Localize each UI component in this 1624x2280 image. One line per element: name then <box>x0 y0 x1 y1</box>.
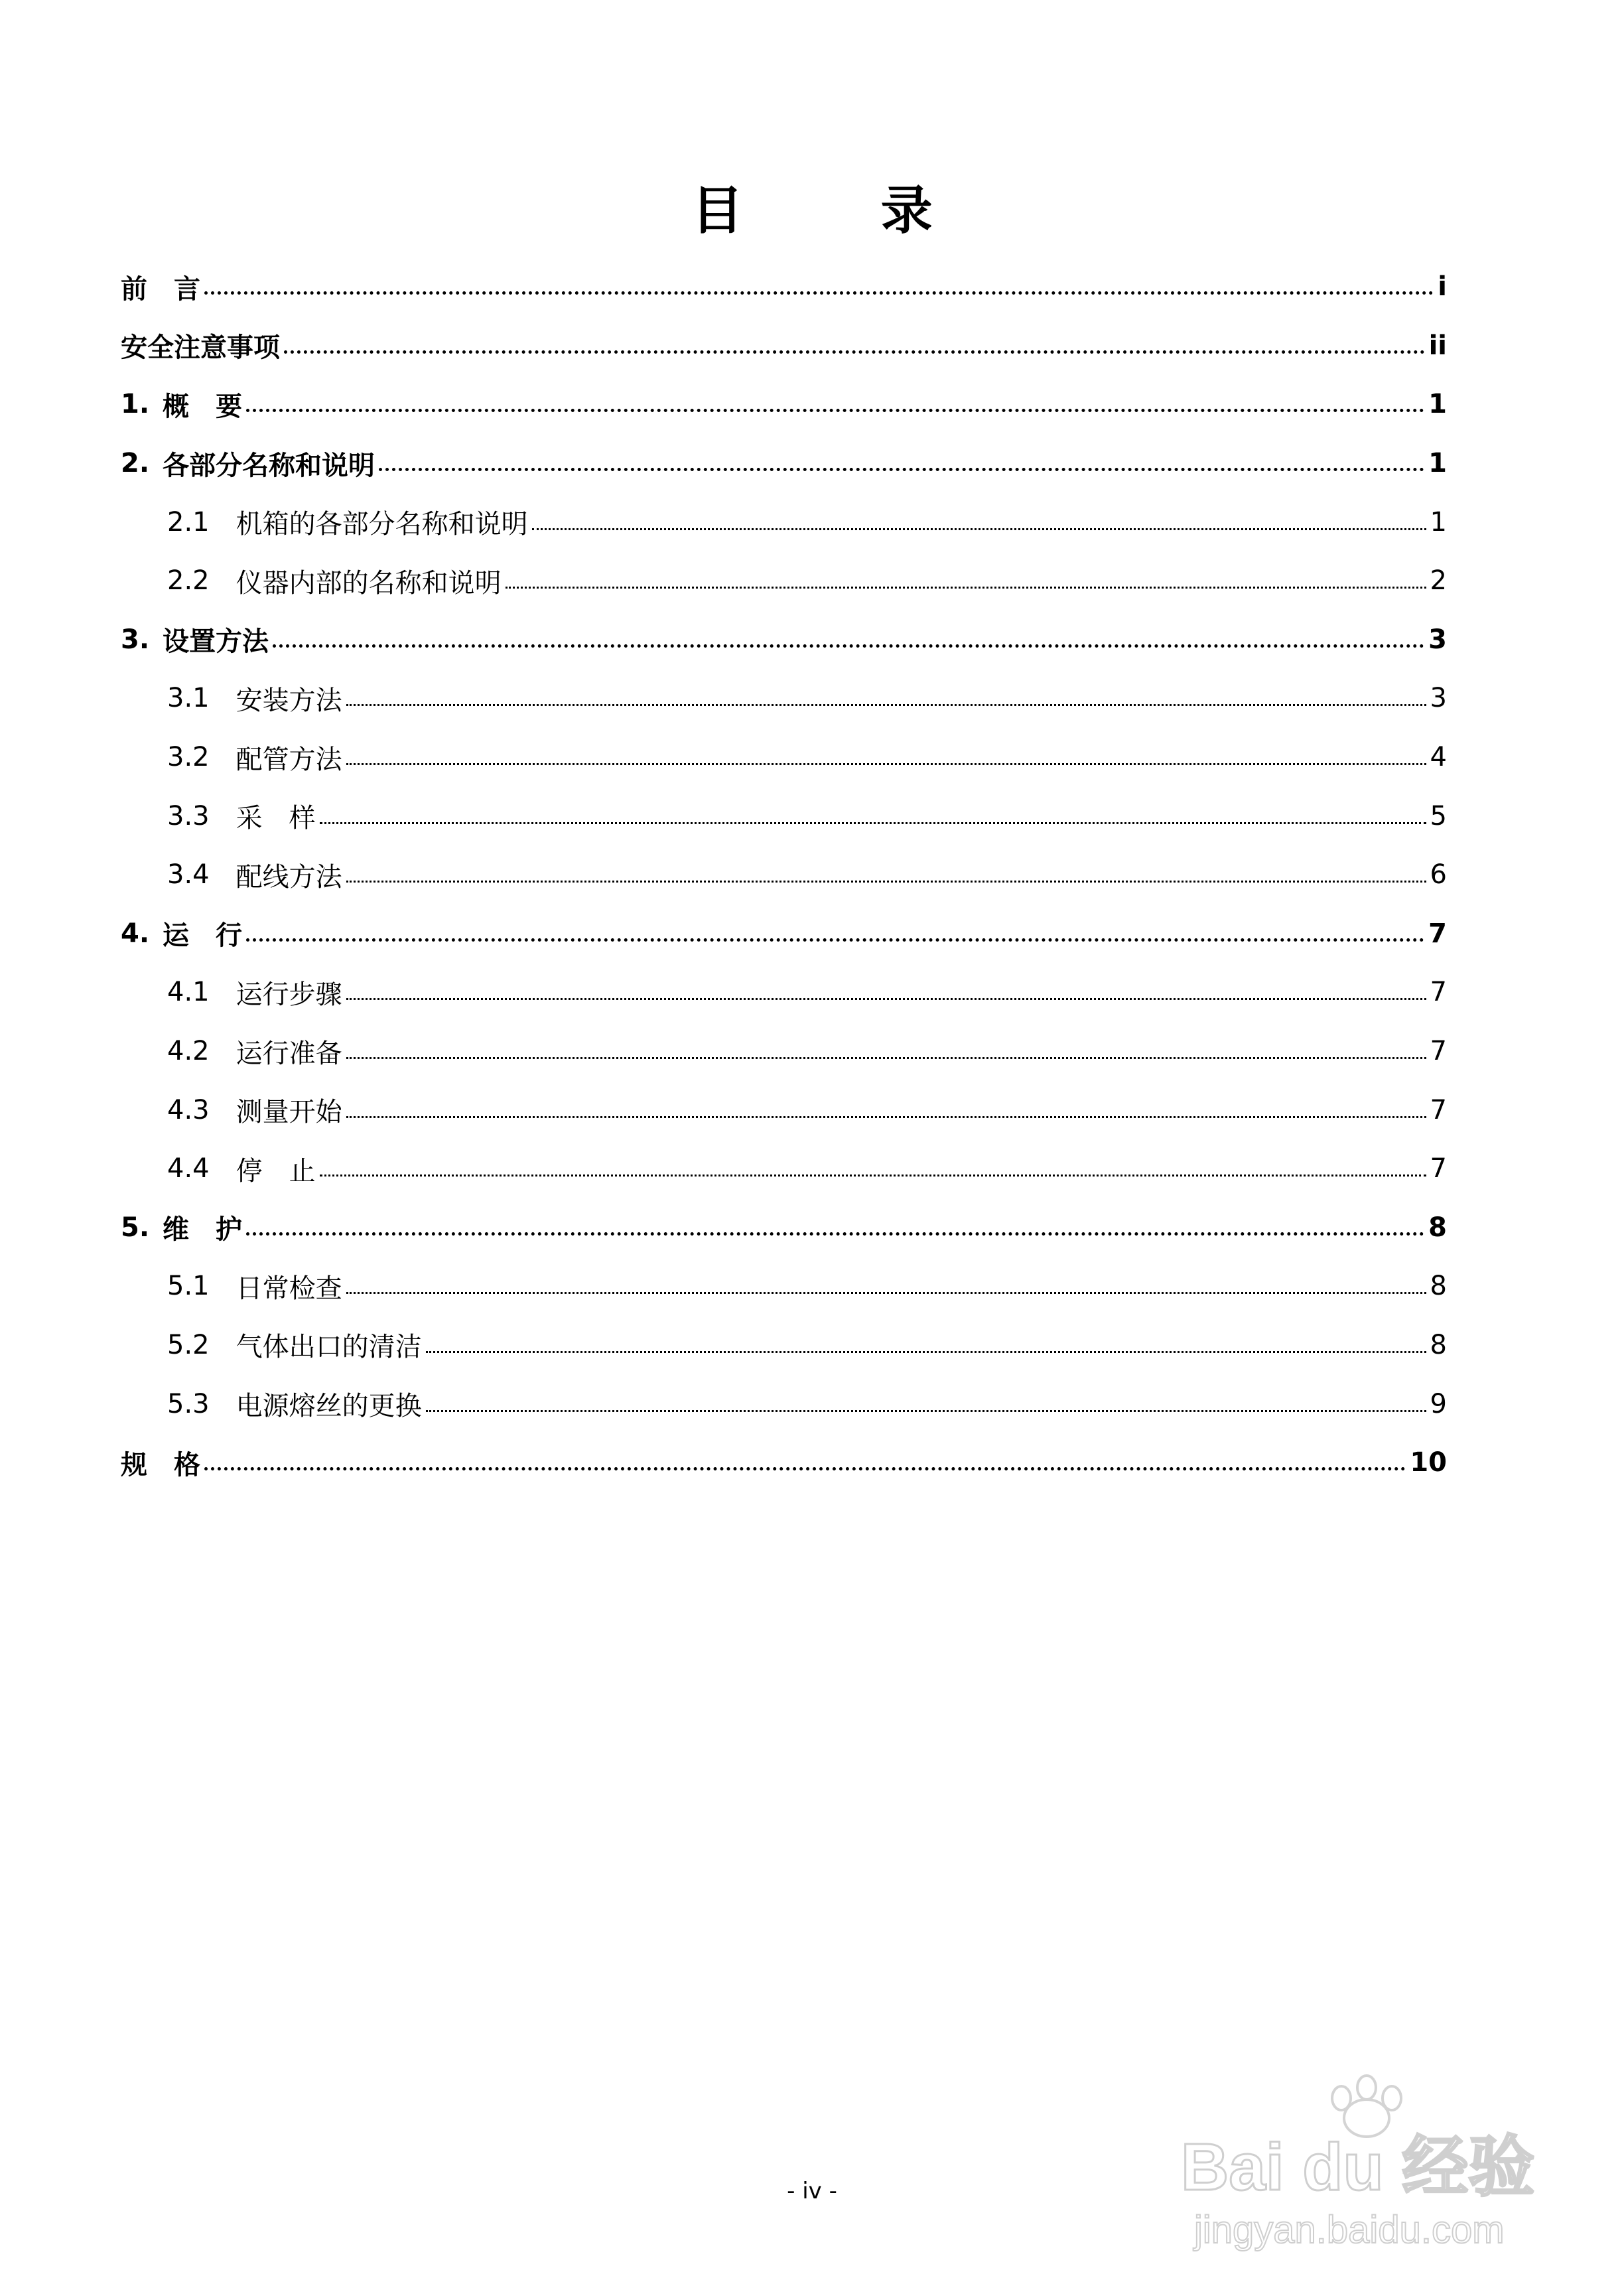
toc-entry-number: 4. <box>121 918 150 949</box>
toc-entry-label: 安装方法 <box>236 685 342 716</box>
toc-entry-label: 电源熔丝的更换 <box>236 1391 422 1422</box>
toc-entry-number: 4.3 <box>167 1094 210 1125</box>
toc-dot-leader <box>532 509 1426 535</box>
toc-entry[interactable] <box>121 375 1447 434</box>
toc-entry-number: 3.3 <box>167 800 210 831</box>
toc-dot-leader <box>273 626 1424 653</box>
toc-dot-leader <box>246 391 1424 417</box>
toc-entry-label: 概 要 <box>163 391 243 422</box>
toc-entry[interactable] <box>121 1198 1447 1257</box>
toc-entry-page: 5 <box>1430 800 1447 831</box>
toc-entry-number: 3.1 <box>167 683 210 714</box>
toc-entry[interactable] <box>121 786 1447 845</box>
toc-entry-page: 7 <box>1430 1153 1447 1184</box>
toc-dot-leader <box>204 273 1434 300</box>
toc-entry-page: 7 <box>1430 977 1447 1008</box>
toc-entry-label: 运行准备 <box>236 1038 342 1069</box>
toc-entry-page: 8 <box>1430 1329 1447 1360</box>
watermark-url: jingyan.baidu.com <box>1194 2208 1505 2251</box>
toc-entry-page: 8 <box>1430 1271 1447 1302</box>
toc-entry-label: 气体出口的清洁 <box>236 1332 422 1363</box>
toc-entry-page: 6 <box>1430 859 1447 891</box>
toc-entry-label: 各部分名称和说明 <box>163 450 375 481</box>
toc-entry-page: 8 <box>1428 1212 1447 1243</box>
toc-entry-number: 2.2 <box>167 565 210 597</box>
toc-dot-leader <box>506 567 1426 594</box>
toc-entry[interactable] <box>121 1257 1447 1316</box>
toc-entry-number: 1. <box>121 389 150 420</box>
toc-entry[interactable] <box>121 1433 1447 1492</box>
toc-entry-number: 5.3 <box>167 1388 210 1419</box>
toc-entry-number: 4.4 <box>167 1153 210 1184</box>
toc-entry-number: 2.1 <box>167 506 210 537</box>
toc-entry-label: 测量开始 <box>236 1097 342 1128</box>
toc-dot-leader <box>379 450 1424 476</box>
toc-entry[interactable] <box>121 610 1447 670</box>
toc-entry-number: 3. <box>121 624 150 655</box>
toc-entry-label: 机箱的各部分名称和说明 <box>236 509 528 540</box>
toc-entry-number: 5.2 <box>167 1329 210 1360</box>
page-title: 目 录 <box>691 181 992 241</box>
toc-entry-number: 5.1 <box>167 1271 210 1302</box>
toc-dot-leader <box>320 803 1426 829</box>
toc-entry-label: 规 格 <box>121 1449 200 1480</box>
toc-entry-label: 前 言 <box>121 273 200 305</box>
toc-entry-label: 设置方法 <box>163 626 269 658</box>
toc-entry-label: 日常检查 <box>236 1273 342 1304</box>
toc-entry-page: 10 <box>1410 1447 1447 1478</box>
toc-entry[interactable] <box>121 1374 1447 1433</box>
table-of-contents <box>121 257 1447 1492</box>
toc-entry[interactable] <box>121 1022 1447 1081</box>
toc-entry[interactable] <box>121 669 1447 728</box>
toc-entry[interactable] <box>121 551 1447 610</box>
toc-entry-number: 3.2 <box>167 742 210 773</box>
toc-entry-page: 1 <box>1430 506 1447 537</box>
toc-entry[interactable] <box>121 1139 1447 1198</box>
toc-entry[interactable] <box>121 904 1447 963</box>
toc-entry[interactable] <box>121 317 1447 376</box>
toc-entry-number: 4.2 <box>167 1036 210 1067</box>
toc-dot-leader <box>246 920 1424 947</box>
toc-entry-page: 1 <box>1428 448 1447 479</box>
toc-entry-number: 2. <box>121 448 150 479</box>
toc-entry[interactable] <box>121 434 1447 493</box>
toc-entry-label: 运 行 <box>163 920 243 952</box>
toc-dot-leader <box>346 979 1426 1005</box>
toc-dot-leader <box>346 1038 1426 1064</box>
toc-entry-page: 9 <box>1430 1388 1447 1419</box>
toc-entry-page: 7 <box>1428 918 1447 949</box>
toc-entry-label: 仪器内部的名称和说明 <box>236 567 502 599</box>
toc-entry[interactable] <box>121 1080 1447 1139</box>
toc-dot-leader <box>346 685 1426 711</box>
toc-entry-page: 2 <box>1430 565 1447 597</box>
toc-entry-page: 3 <box>1428 624 1447 655</box>
toc-entry-number: 4.1 <box>167 977 210 1008</box>
toc-entry[interactable] <box>121 257 1447 317</box>
toc-dot-leader <box>346 861 1426 888</box>
baidu-jingyan-watermark <box>1168 2057 1559 2256</box>
toc-dot-leader <box>426 1332 1426 1358</box>
toc-entry[interactable] <box>121 963 1447 1022</box>
toc-entry-label: 停 止 <box>236 1155 316 1186</box>
toc-entry-page: 4 <box>1430 742 1447 773</box>
toc-entry-label: 安全注意事项 <box>121 332 280 364</box>
toc-entry[interactable] <box>121 1316 1447 1375</box>
footer-page-number: - iv - <box>787 2178 837 2204</box>
toc-entry-number: 3.4 <box>167 859 210 891</box>
toc-entry-label: 维 护 <box>163 1214 243 1246</box>
toc-dot-leader <box>426 1391 1426 1417</box>
toc-dot-leader <box>246 1214 1424 1241</box>
toc-entry-page: i <box>1438 271 1447 303</box>
toc-dot-leader <box>346 1097 1426 1123</box>
toc-entry[interactable] <box>121 845 1447 904</box>
toc-entry[interactable] <box>121 728 1447 787</box>
toc-entry-page: 1 <box>1428 389 1447 420</box>
toc-entry-number: 5. <box>121 1212 150 1243</box>
toc-entry[interactable] <box>121 492 1447 551</box>
toc-entry-label: 运行步骤 <box>236 979 342 1010</box>
toc-dot-leader <box>320 1155 1426 1182</box>
toc-dot-leader <box>346 744 1426 770</box>
toc-entry-label: 配线方法 <box>236 861 342 892</box>
toc-entry-page: 3 <box>1430 683 1447 714</box>
toc-dot-leader <box>346 1273 1426 1299</box>
watermark-brand: Bai du 经验 <box>1181 2130 1535 2204</box>
toc-entry-page: 7 <box>1430 1094 1447 1125</box>
toc-entry-page: 7 <box>1430 1036 1447 1067</box>
toc-dot-leader <box>284 332 1425 359</box>
toc-entry-label: 配管方法 <box>236 744 342 775</box>
toc-dot-leader <box>204 1449 1406 1476</box>
toc-entry-page: ii <box>1428 330 1447 361</box>
toc-entry-label: 采 样 <box>236 803 316 834</box>
